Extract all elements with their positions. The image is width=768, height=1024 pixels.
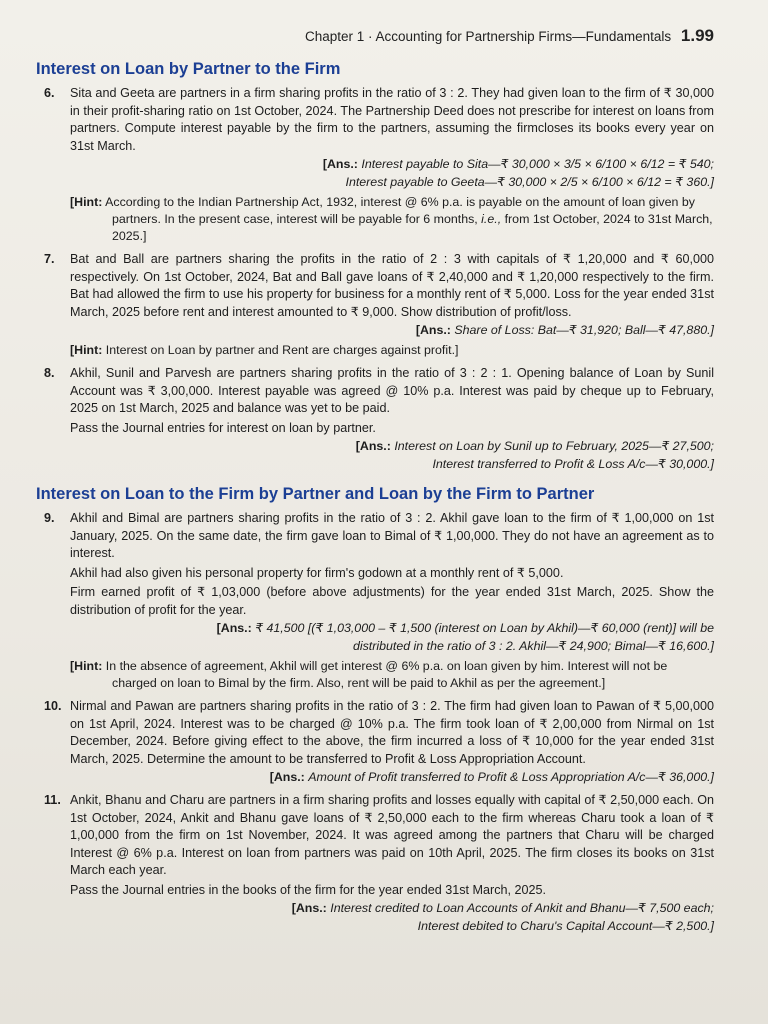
question-subtext: Firm earned profit of ₹ 1,03,000 (before above adjustments) for the year ended 31st March, 2025. Show the distribution of profit for the year. [70,585,714,617]
answer [70,619,714,655]
hint-text-cont: from 1st October, 2024 to 31st March, 2025.] [112,212,713,243]
question-text: Bat and Ball are partners sharing the profits in the ratio of 2 : 3 with capitals of ₹ 1,20,000 and ₹ 60,000 respectively. On 1st October, 2024, Bat and Ball gave loans of ₹ 2,40,000 and ₹ 1,20,000 respectively to the firm. Bat had allowed the firm to use his property for business for a monthly rent of ₹ 5,000. Loss for the year ended 31st March, 2025 before rent and interest amounted to ₹ 9,000. Show distribution of profit/loss. [70,252,714,319]
question-11 [40,792,714,935]
section-title-2: Interest on Loan to the Firm by Partner and Loan by the Firm to Partner [36,485,595,503]
question-number: 10. [44,699,62,713]
answer [70,321,714,339]
hint-label: [Hint: [70,659,103,673]
hint [70,658,714,692]
hint [70,194,714,245]
hint-label: [Hint: [70,195,103,209]
answer-line: Amount of Profit transferred to Profit & Loss Appropriation A/c—₹ 36,000.] [308,770,714,784]
question-10 [40,698,714,786]
question-7 [40,251,714,359]
answer-line: distributed in the ratio of 3 : 2. Akhil—₹ 24,900; Bimal—₹ 16,600.] [352,639,714,653]
answer-label: [Ans.: [322,157,358,171]
hint-text: According to the Indian Partnership Act, 1932, interest @ 6% p.a. is payable on the amount of loan given by partners. In the present case, interest will be payable for 6 months, [105,195,695,226]
page-number: 1.99 [680,26,714,45]
answer-label: [Ans.: [269,770,305,784]
question-number: 9. [44,511,55,525]
answer-label: [Ans.: [415,323,451,337]
question-subtext: Pass the Journal entries for interest on loan by partner. [70,420,376,435]
hint-text: Interest on Loan by partner and Rent are charges against profit.] [105,343,459,357]
hint [70,342,714,359]
question-subtext: Akhil had also given his personal property for firm's godown at a monthly rent of ₹ 5,000. [70,565,564,580]
question-8 [40,365,714,473]
answer-line: Interest on Loan by Sunil up to February, 2025—₹ 27,500; [394,439,714,453]
hint-label: [Hint: [70,343,103,357]
question-number: 7. [44,252,55,266]
answer-label: [Ans.: [216,621,252,635]
answer-line: ₹ 41,500 [(₹ 1,03,000 – ₹ 1,500 (interest on Loan by Akhil)—₹ 60,000 (rent)] will be [255,621,714,635]
running-head [40,26,714,46]
answer-line: Interest payable to Sita—₹ 30,000 × 3/5 × 6/100 × 6/12 = ₹ 540; [361,157,714,171]
question-text: Sita and Geeta are partners in a firm sharing profits in the ratio of 3 : 2. They had given loan to the firm of ₹ 30,000 in their profit-sharing ratio on 1st October, 2024. The Partnership Deed does not prescribe for interest on loans from partners. Compute interest payable by the firm to the partners, assuming the firmcloses its books every year on 31st March. [70,86,714,153]
question-number: 6. [44,86,55,100]
chapter-title: Chapter 1 · Accounting for Partnership Firms—Fundamentals [304,29,672,44]
question-6 [40,85,714,245]
answer [70,768,714,786]
answer-line: Interest payable to Geeta—₹ 30,000 × 2/5 × 6/100 × 6/12 = ₹ 360.] [345,175,714,189]
question-text: Akhil, Sunil and Parvesh are partners sharing profits in the ratio of 3 : 2 : 1. Opening balance of Loan by Sunil Account was ₹ 3,00,000. Interest payable was agreed @ 10% p.a. Interest was paid by cheque up to February, 2025 on 1st March, 2025 and balance was yet to be paid. [70,366,714,415]
question-number: 8. [44,366,55,380]
section-title-1: Interest on Loan by Partner to the Firm [36,60,341,78]
question-number: 11. [44,793,61,807]
question-9 [40,510,714,692]
question-subtext: Pass the Journal entries in the books of the firm for the year ended 31st March, 2025. [70,882,547,897]
answer-label: [Ans.: [355,439,391,453]
answer-line: Share of Loss: Bat—₹ 31,920; Ball—₹ 47,880.] [454,323,714,337]
answer [70,437,714,473]
question-text: Akhil and Bimal are partners sharing profits in the ratio of 3 : 2. Akhil gave loan to the firm of ₹ 1,00,000 on 1st January, 2025. On the same date, the firm gave loan to Bimal of ₹ 1,00,000. They do not have an agreement as to interest. [70,511,714,560]
question-text: Nirmal and Pawan are partners sharing profits in the ratio of 3 : 2. The firm had given loan to Pawan of ₹ 5,00,000 on 1st April, 2024. Interest was to be charged @ 10% p.a. The firm took loan of ₹ 2,00,000 from Nirmal on 1st December, 2024. Before giving effect to the above, the firm incurred a loss of ₹ 10,000 for the year ended 31st March, 2025. Determine the amount to be transferred to Profit & Loss Appropriation Account. [70,699,714,766]
hint-text: In the absence of agreement, Akhil will get interest @ 6% p.a. on loan given by him. Interest will not be charged on loan to Bimal by the firm. Also, rent will be paid to Akhil as per the agreement.] [105,659,668,690]
answer-line: Interest debited to Charu's Capital Account—₹ 2,500.] [417,919,714,933]
answer-label: [Ans.: [291,901,327,915]
answer [70,899,714,935]
hint-ie: i.e., [481,212,502,226]
answer [70,155,714,191]
question-text: Ankit, Bhanu and Charu are partners in a firm sharing profits and losses equally with capital of ₹ 2,50,000 each. On 1st October, 2024, Ankit and Bhanu gave loans of ₹ 2,50,000 each to the firm whereas Charu took a loan of ₹ 1,00,000 from the firm on 1st November, 2024. It was agreed among the partners that Charu will be charged Interest @ 6% p.a. Interest on loan from partners was paid on 10th April, 2025. The firm closes its books on 31st March each year. [70,793,714,877]
answer-line: Interest transferred to Profit & Loss A/c—₹ 30,000.] [432,457,714,471]
answer-line: Interest credited to Loan Accounts of Ankit and Bhanu—₹ 7,500 each; [330,901,714,915]
